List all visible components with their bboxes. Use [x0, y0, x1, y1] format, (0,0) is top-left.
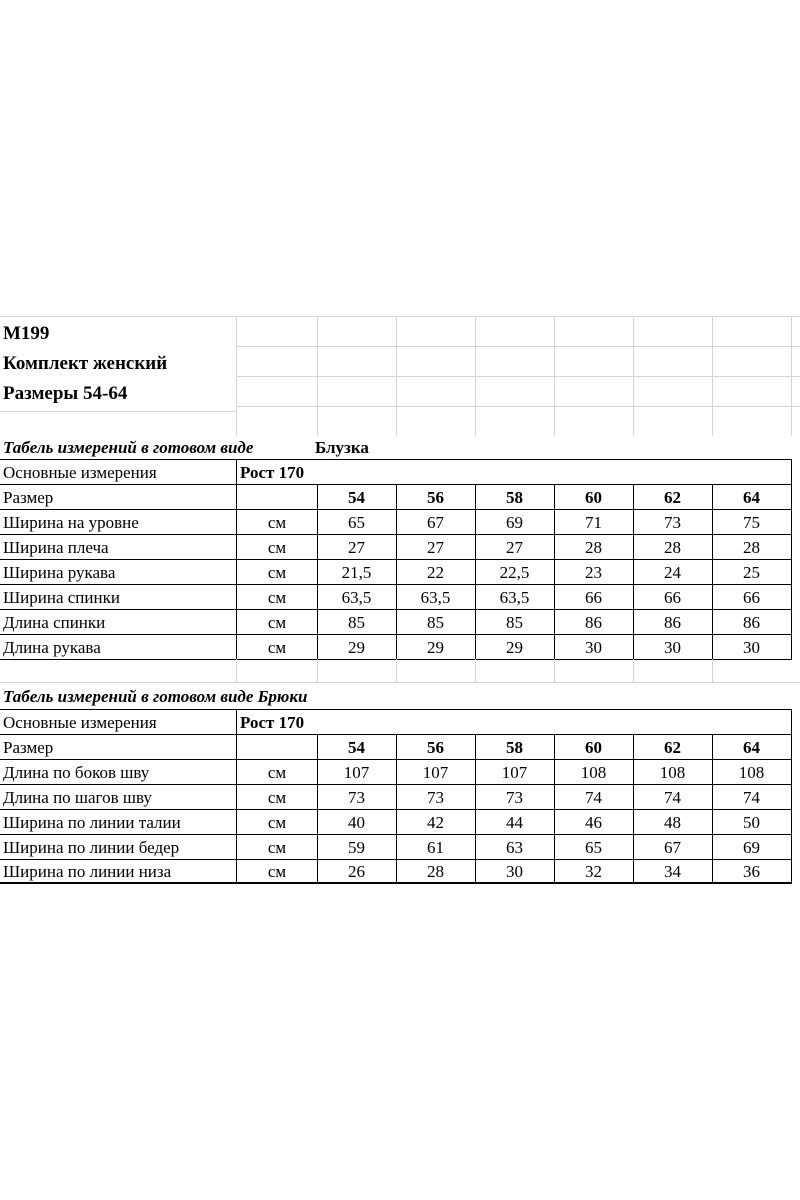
measurement-name: Ширина по линии талии [3, 813, 181, 832]
measurement-value: 66 [664, 588, 681, 607]
measurement-value: 63,5 [499, 588, 530, 607]
measurement-name: Ширина рукава [3, 563, 116, 582]
measurement-unit: см [267, 538, 287, 557]
measurement-value: 29 [506, 638, 523, 657]
measurement-unit: см [267, 788, 287, 807]
measurement-unit: см [267, 563, 287, 582]
measurement-value: 85 [427, 613, 444, 632]
blouse-size-header: 62 [664, 488, 681, 507]
measurement-value: 74 [664, 788, 681, 807]
blouse-height-label: Рост 170 [240, 463, 305, 482]
measurement-value: 66 [743, 588, 760, 607]
product-name: Комплект женский [3, 353, 168, 374]
measurement-value: 29 [348, 638, 365, 657]
measurement-name: Ширина спинки [3, 588, 120, 607]
trousers-main-label: Основные измерения [3, 713, 157, 732]
measurement-value: 67 [664, 838, 681, 857]
measurement-name: Ширина на уровне [3, 513, 139, 532]
measurement-value: 28 [427, 862, 444, 881]
measurement-value: 108 [659, 763, 686, 782]
measurement-value: 63 [506, 838, 523, 857]
measurement-value: 86 [585, 613, 602, 632]
measurement-value: 108 [580, 763, 607, 782]
blouse-size-header: 60 [585, 488, 602, 507]
measurement-value: 74 [743, 788, 760, 807]
measurement-name: Длина по шагов шву [3, 788, 152, 807]
measurement-value: 27 [427, 538, 444, 557]
measurement-value: 66 [585, 588, 602, 607]
measurement-unit: см [267, 813, 287, 832]
measurement-unit: см [267, 638, 287, 657]
measurement-value: 28 [743, 538, 760, 557]
measurement-value: 74 [585, 788, 602, 807]
blouse-size-label: Размер [3, 488, 54, 507]
measurement-value: 42 [427, 813, 444, 832]
measurement-value: 22,5 [499, 563, 530, 582]
trousers-table-caption: Табель измерений в готовом виде Брюки [3, 687, 308, 706]
measurement-value: 32 [585, 862, 602, 881]
blouse-main-label: Основные измерения [3, 463, 157, 482]
measurement-value: 65 [585, 838, 602, 857]
measurement-unit: см [267, 862, 287, 881]
measurement-value: 30 [743, 638, 760, 657]
measurement-value: 34 [664, 862, 681, 881]
measurement-value: 86 [743, 613, 760, 632]
model-number: М199 [3, 323, 50, 344]
measurement-value: 30 [506, 862, 523, 881]
measurement-value: 30 [664, 638, 681, 657]
measurement-value: 107 [422, 763, 449, 782]
measurement-value: 29 [427, 638, 444, 657]
measurement-value: 25 [743, 563, 760, 582]
measurement-value: 46 [585, 813, 602, 832]
blouse-size-header: 64 [743, 488, 760, 507]
measurement-value: 86 [664, 613, 681, 632]
measurement-unit: см [267, 513, 287, 532]
measurement-name: Ширина по линии бедер [3, 838, 180, 857]
measurement-value: 65 [348, 513, 365, 532]
measurement-value: 21,5 [341, 563, 372, 582]
measurement-value: 61 [427, 838, 444, 857]
trousers-size-header: 58 [506, 738, 523, 757]
measurement-value: 23 [585, 563, 602, 582]
blouse-size-header: 54 [348, 488, 365, 507]
measurement-value: 44 [506, 813, 523, 832]
measurement-value: 73 [664, 513, 681, 532]
measurement-value: 71 [585, 513, 602, 532]
measurement-value: 85 [348, 613, 365, 632]
measurement-value: 28 [585, 538, 602, 557]
measurement-value: 28 [664, 538, 681, 557]
measurement-value: 50 [743, 813, 760, 832]
measurement-value: 73 [427, 788, 444, 807]
measurement-value: 85 [506, 613, 523, 632]
trousers-height-label: Рост 170 [240, 713, 305, 732]
measurement-value: 107 [343, 763, 370, 782]
size-chart-sheet [0, 316, 800, 884]
measurement-value: 59 [348, 838, 365, 857]
measurement-value: 67 [427, 513, 444, 532]
measurement-value: 24 [664, 563, 681, 582]
measurement-value: 73 [506, 788, 523, 807]
measurement-value: 63,5 [341, 588, 372, 607]
measurement-value: 73 [348, 788, 365, 807]
measurement-value: 26 [348, 862, 365, 881]
trousers-size-label: Размер [3, 738, 54, 757]
trousers-size-header: 64 [743, 738, 760, 757]
measurement-name: Длина спинки [3, 613, 106, 632]
trousers-size-header: 56 [427, 738, 444, 757]
measurement-value: 69 [506, 513, 523, 532]
measurement-value: 75 [743, 513, 760, 532]
measurement-value: 22 [427, 563, 444, 582]
measurement-unit: см [267, 613, 287, 632]
measurement-name: Длина рукава [3, 638, 101, 657]
measurement-value: 27 [348, 538, 365, 557]
measurement-value: 63,5 [420, 588, 451, 607]
measurement-value: 40 [348, 813, 365, 832]
measurement-value: 27 [506, 538, 523, 557]
measurement-value: 30 [585, 638, 602, 657]
size-range: Размеры 54-64 [3, 383, 128, 404]
measurement-value: 107 [501, 763, 528, 782]
trousers-size-header: 54 [348, 738, 365, 757]
measurement-value: 36 [743, 862, 760, 881]
measurement-value: 48 [664, 813, 681, 832]
blouse-size-header: 56 [427, 488, 444, 507]
blouse-table-caption: Табель измерений в готовом виде [3, 438, 254, 457]
measurement-value: 69 [743, 838, 760, 857]
measurement-name: Ширина плеча [3, 538, 109, 557]
measurement-unit: см [267, 838, 287, 857]
measurement-value: 108 [738, 763, 765, 782]
measurement-unit: см [267, 588, 287, 607]
measurement-name: Ширина по линии низа [3, 862, 172, 881]
blouse-garment-label: Блузка [315, 438, 369, 457]
measurement-unit: см [267, 763, 287, 782]
measurement-name: Длина по боков шву [3, 763, 150, 782]
trousers-size-header: 60 [585, 738, 602, 757]
trousers-size-header: 62 [664, 738, 681, 757]
blouse-size-header: 58 [506, 488, 523, 507]
